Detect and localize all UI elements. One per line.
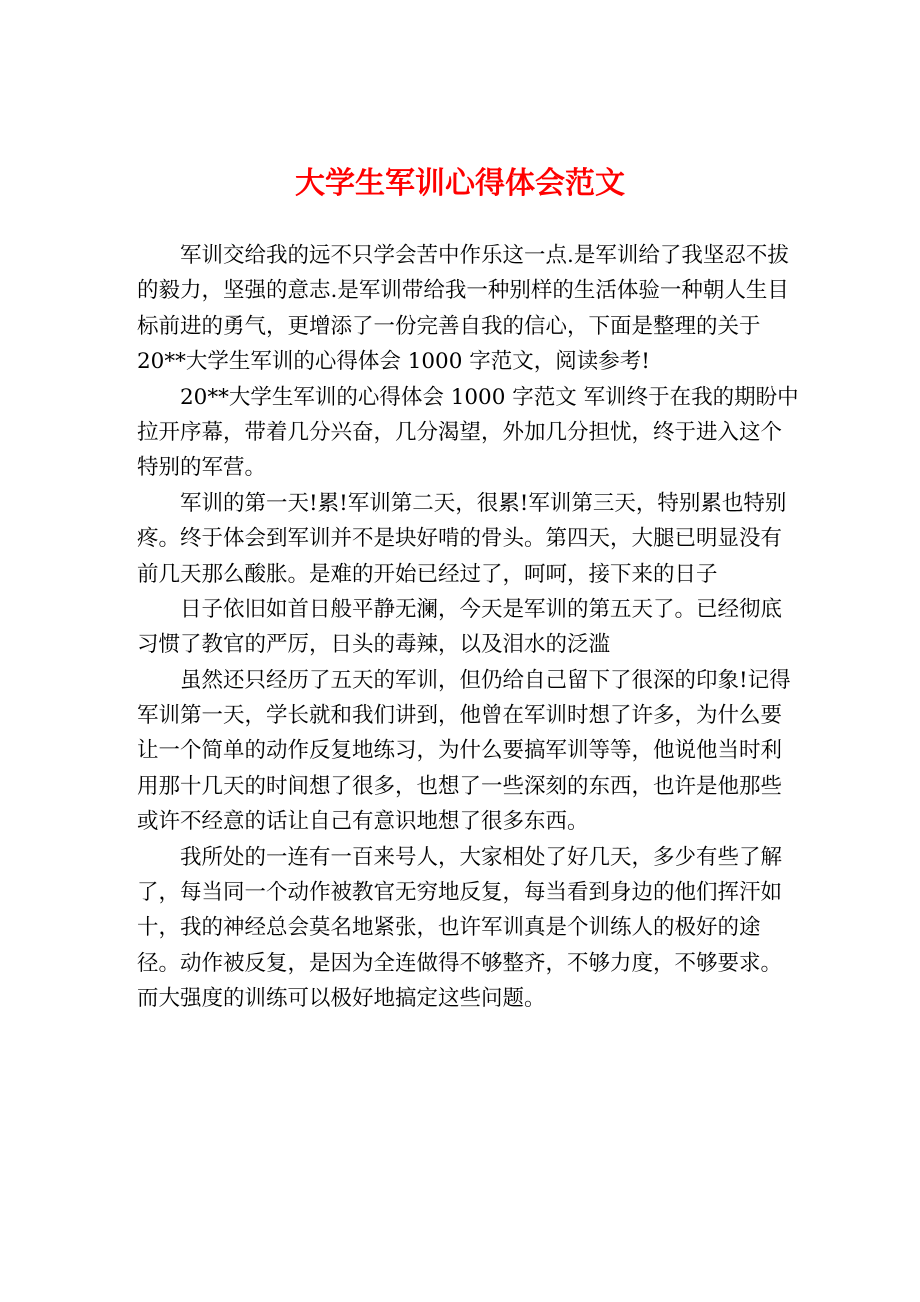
- paragraph-line: 习惯了教官的严厉，日头的毒辣，以及泪水的泛滥: [137, 632, 611, 658]
- paragraph-line: 前几天那么酸胀。是难的开始已经过了，呵呵，接下来的日子: [137, 561, 718, 587]
- paragraph-line: 军训第一天，学长就和我们讲到，他曾在军训时想了许多，为什么要: [137, 703, 783, 729]
- paragraph-line: 了，每当同一个动作被教官无穷地反复，每当看到身边的他们挥汗如: [137, 880, 783, 906]
- paragraph-line: 或许不经意的话让自己有意识地想了很多东西。: [137, 809, 589, 835]
- paragraph-2: [137, 380, 799, 486]
- paragraph-line: 日子依旧如首日般平静无澜，今天是军训的第五天了。已经彻底: [180, 596, 783, 622]
- paragraph-line: 的毅力，坚强的意志.是军训带给我一种别样的生活体验一种朝人生目: [137, 278, 789, 304]
- paragraph-line: 标前进的勇气，更增添了一份完善自我的信心，下面是整理的关于: [137, 313, 761, 339]
- paragraph-line: 20**大学生军训的心得体会 1000 字范文，阅读参考!: [137, 349, 650, 375]
- paragraph-1: [137, 238, 789, 380]
- paragraph-line: 军训的第一天!累!军训第二天，很累!军训第三天，特别累也特别: [180, 490, 787, 516]
- paragraph-3: [137, 486, 787, 592]
- document-body: [137, 238, 799, 1017]
- paragraph-line: 径。动作被反复，是因为全连做得不够整齐，不够力度，不够要求。: [137, 950, 783, 976]
- paragraph-line: 20**大学生军训的心得体会 1000 字范文 军训终于在我的期盼中: [180, 384, 799, 410]
- paragraph-line: 拉开序幕，带着几分兴奋，几分渴望，外加几分担忧，终于进入这个: [137, 419, 783, 445]
- paragraph-line: 军训交给我的远不只学会苦中作乐这一点.是军训给了我坚忍不拔: [180, 243, 789, 268]
- paragraph-line: 我所处的一连有一百来号人，大家相处了好几天，多少有些了解: [180, 844, 783, 870]
- paragraph-line: 特别的军营。: [137, 455, 267, 481]
- paragraph-line: 虽然还只经历了五天的军训，但仍给自己留下了很深的印象!记得: [180, 667, 791, 693]
- paragraph-5: [137, 663, 791, 840]
- paragraph-line: 用那十几天的时间想了很多，也想了一些深刻的东西，也许是他那些: [137, 773, 783, 799]
- paragraph-line: 而大强度的训练可以极好地搞定这些问题。: [137, 986, 546, 1012]
- paragraph-6: [137, 840, 783, 1017]
- paragraph-line: 让一个简单的动作反复地练习，为什么要搞军训等等，他说他当时利: [137, 738, 783, 764]
- paragraph-line: 疼。终于体会到军训并不是块好啃的骨头。第四天，大腿已明显没有: [137, 526, 783, 552]
- paragraph-4: [137, 592, 783, 663]
- document-title: 大学生军训心得体会范文: [295, 166, 625, 201]
- paragraph-line: 十，我的神经总会莫名地紧张，也许军训真是个训练人的极好的途: [137, 915, 761, 941]
